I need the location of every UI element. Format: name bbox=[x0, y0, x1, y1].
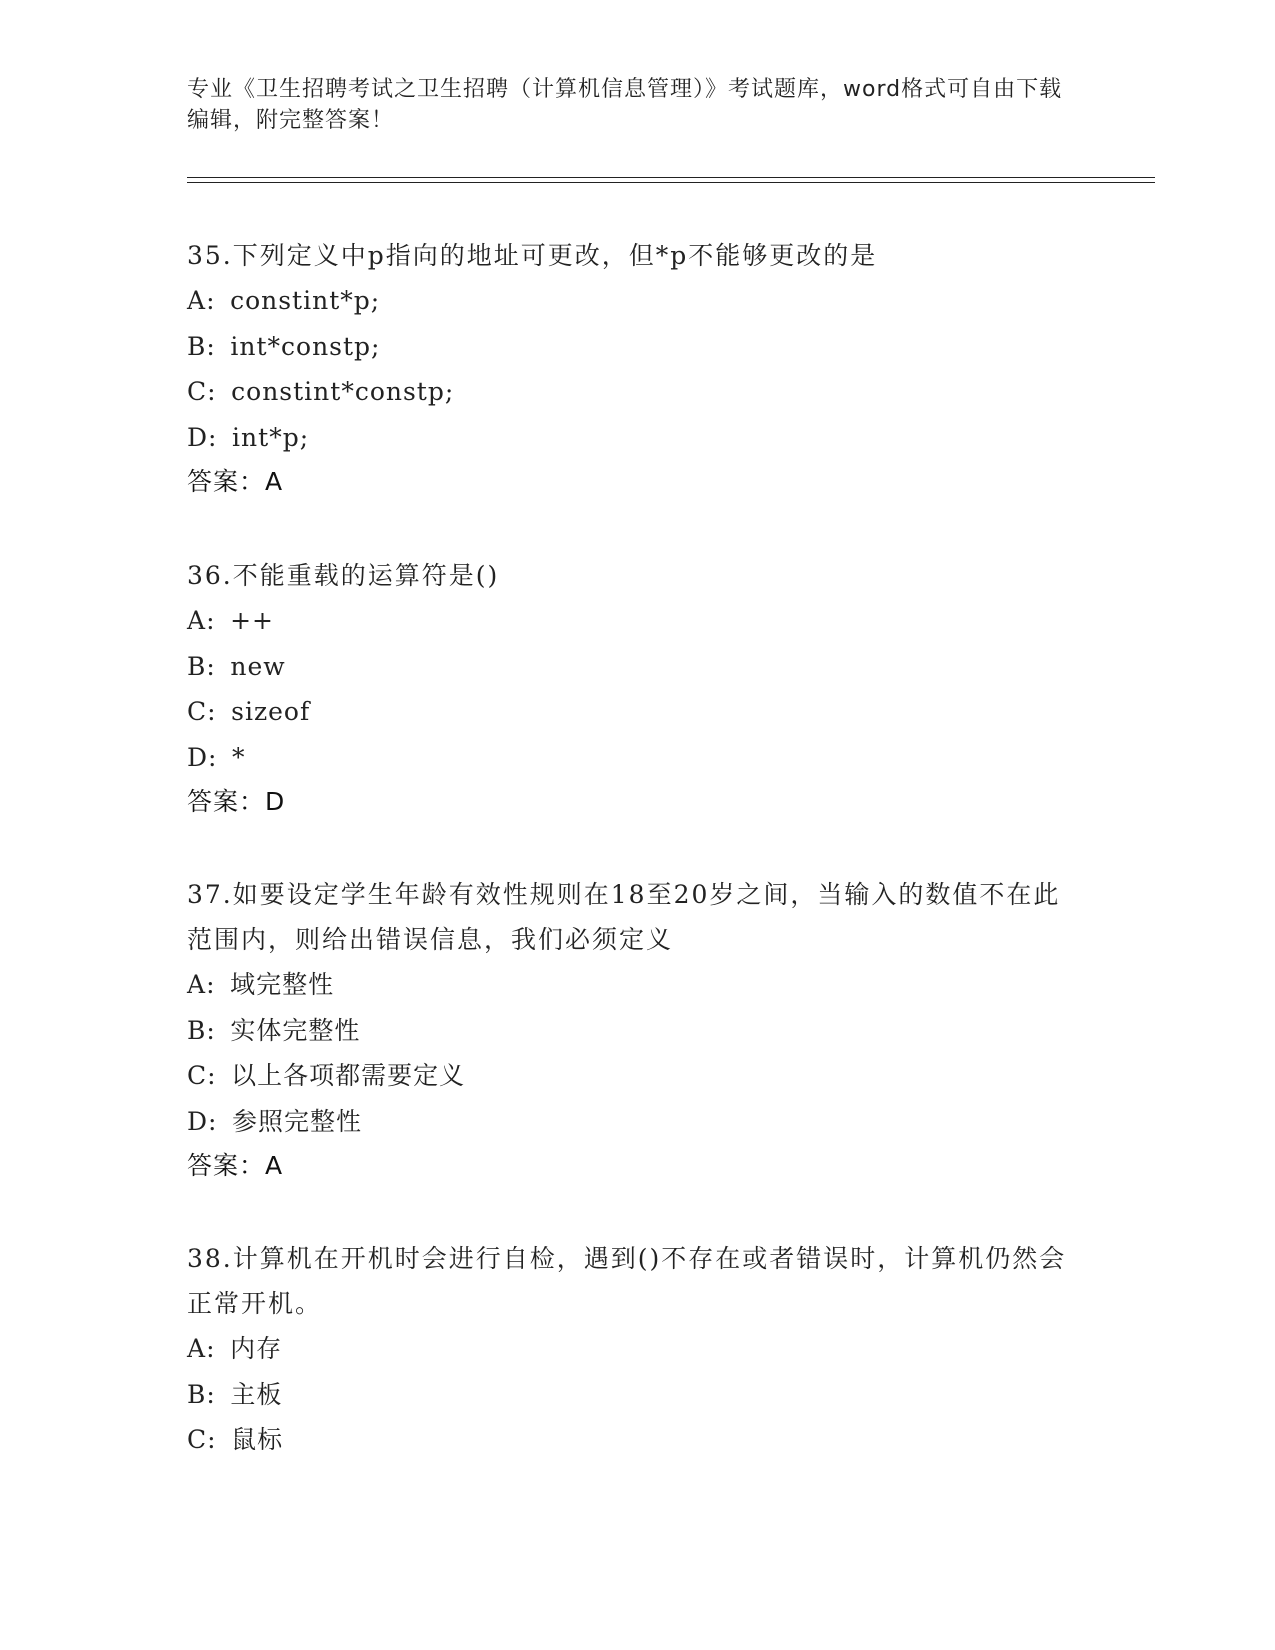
option-separator: : bbox=[206, 970, 216, 999]
question-36 bbox=[187, 553, 1087, 824]
option-b bbox=[187, 1008, 1087, 1054]
option-text: ++ bbox=[230, 606, 274, 635]
answer-label: 答案： bbox=[187, 787, 266, 816]
option-letter: D bbox=[187, 742, 209, 772]
answer-value: D bbox=[265, 787, 286, 816]
option-text: int*constp; bbox=[230, 331, 381, 361]
answer-line bbox=[187, 780, 1087, 824]
option-separator: : bbox=[206, 1334, 216, 1363]
header-divider-bottom bbox=[187, 182, 1155, 183]
option-text: 内存 bbox=[230, 1334, 283, 1363]
option-separator: : bbox=[208, 422, 218, 452]
option-text: constint*constp; bbox=[231, 377, 455, 406]
option-d bbox=[187, 735, 1087, 781]
answer-label: 答案： bbox=[187, 467, 266, 496]
question-text: 38.计算机在开机时会进行自检，遇到()不存在或者错误时，计算机仍然会正常开机。 bbox=[187, 1244, 1067, 1318]
answer-value: A bbox=[265, 1151, 284, 1180]
option-letter: C bbox=[187, 377, 208, 406]
option-text: constint*p; bbox=[230, 286, 381, 315]
option-letter: B bbox=[187, 331, 207, 361]
option-letter: B bbox=[187, 651, 207, 681]
option-b bbox=[187, 324, 1087, 370]
answer-line bbox=[187, 1144, 1087, 1188]
option-d bbox=[187, 415, 1087, 461]
option-a bbox=[187, 1326, 1087, 1372]
option-a bbox=[187, 278, 1087, 324]
option-text: 以上各项都需要定义 bbox=[231, 1061, 466, 1090]
question-38 bbox=[187, 1236, 1087, 1463]
option-separator: : bbox=[206, 1015, 216, 1045]
option-separator: : bbox=[206, 651, 216, 681]
option-separator: : bbox=[207, 377, 217, 406]
option-text: 主板 bbox=[230, 1379, 283, 1409]
option-text: 参照完整性 bbox=[232, 1106, 363, 1136]
option-letter: A bbox=[187, 970, 207, 999]
option-a bbox=[187, 962, 1087, 1008]
option-c bbox=[187, 1053, 1087, 1099]
option-letter: A bbox=[187, 1334, 207, 1363]
option-letter: A bbox=[187, 286, 207, 315]
option-separator: : bbox=[206, 286, 216, 315]
answer-value: A bbox=[265, 467, 284, 496]
header-divider-top bbox=[187, 177, 1155, 178]
question-text: 36.不能重载的运算符是() bbox=[187, 561, 500, 590]
question-35 bbox=[187, 233, 1087, 504]
option-separator: : bbox=[207, 1425, 217, 1454]
option-c bbox=[187, 689, 1087, 735]
answer-line bbox=[187, 460, 1087, 504]
option-letter: C bbox=[187, 1061, 208, 1090]
option-separator: : bbox=[208, 1106, 218, 1136]
option-c bbox=[187, 1417, 1087, 1463]
option-text: * bbox=[232, 742, 246, 772]
option-separator: : bbox=[206, 1379, 216, 1409]
option-letter: A bbox=[187, 606, 207, 635]
option-letter: D bbox=[187, 422, 209, 452]
option-text: 鼠标 bbox=[231, 1425, 284, 1454]
question-text: 35.下列定义中p指向的地址可更改，但*p不能够更改的是 bbox=[187, 241, 878, 270]
option-letter: C bbox=[187, 1425, 208, 1454]
option-separator: : bbox=[206, 331, 216, 361]
option-text: new bbox=[230, 651, 286, 681]
option-a bbox=[187, 598, 1087, 644]
option-letter: C bbox=[187, 697, 208, 726]
option-separator: : bbox=[207, 1061, 217, 1090]
option-separator: : bbox=[206, 606, 216, 635]
question-37 bbox=[187, 872, 1087, 1188]
option-b bbox=[187, 644, 1087, 690]
option-separator: : bbox=[208, 742, 218, 772]
question-text: 37.如要设定学生年龄有效性规则在18至20岁之间，当输入的数值不在此范围内，则给出错误信息，我们必须定义 bbox=[187, 880, 1061, 954]
answer-label: 答案： bbox=[187, 1151, 266, 1180]
option-text: sizeof bbox=[231, 697, 311, 726]
document-header: 专业《卫生招聘考试之卫生招聘（计算机信息管理）》考试题库，word格式可自由下载编辑，附完整答案！ bbox=[187, 77, 1063, 133]
option-letter: B bbox=[187, 1015, 207, 1045]
option-c bbox=[187, 369, 1087, 415]
option-d bbox=[187, 1099, 1087, 1145]
option-separator: : bbox=[207, 697, 217, 726]
option-text: int*p; bbox=[232, 422, 310, 452]
option-text: 域完整性 bbox=[230, 970, 335, 999]
option-letter: B bbox=[187, 1379, 207, 1409]
option-text: 实体完整性 bbox=[230, 1015, 361, 1045]
option-b bbox=[187, 1372, 1087, 1418]
option-letter: D bbox=[187, 1106, 209, 1136]
